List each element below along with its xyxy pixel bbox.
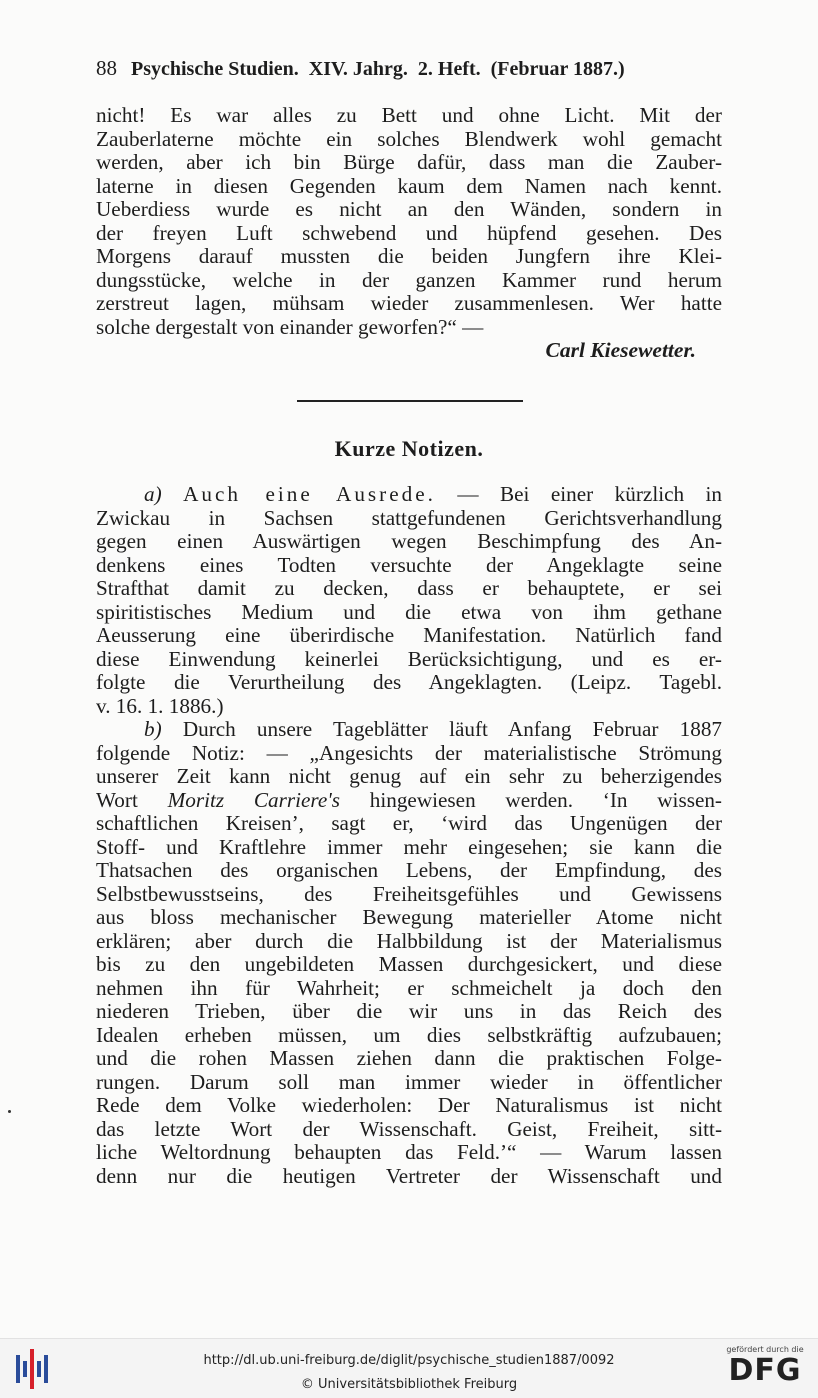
item-a-first-line-text: — Bei einer kürzlich in: [457, 482, 723, 506]
text-line: Strafthat damit zu decken, dass er behauptete, er sei: [96, 576, 722, 600]
author-name: Moritz Carriere's: [167, 787, 340, 812]
text-line-with-name: [96, 789, 722, 813]
dfg-funding-text: gefördert durch die: [726, 1345, 804, 1354]
item-a-title: Auch eine Ausrede.: [183, 482, 436, 506]
text-line: folgende Notiz: — „Angesichts der materialistische Strömung: [96, 740, 722, 765]
text-line: solche dergestalt von einander geworfen?“ —: [96, 314, 484, 339]
dfg-logo: [722, 1345, 808, 1393]
section-title: Kurze Notizen.: [334, 436, 484, 461]
text-line: unserer Zeit kann nicht genug auf ein sehr zu beherzigendes: [96, 764, 722, 788]
text-line: diese Einwendung keinerlei Berücksichtigung, und es er-: [96, 646, 722, 671]
text-line: Thatsachen des organischen Lebens, der Empfindung, des: [96, 858, 722, 882]
item-a-first-line: [96, 483, 722, 507]
text-line: Idealen erheben müssen, um dies selbstkräftig aufzubauen;: [96, 1022, 722, 1047]
section-divider: [297, 400, 523, 402]
text-line: v. 16. 1. 1886.): [96, 693, 224, 718]
text-line: niederen Trieben, über die wir uns in das Reich des: [96, 999, 722, 1023]
text-line: dungsstücke, welche in der ganzen Kammer rund herum: [96, 267, 722, 292]
text-line: Zwickau in Sachsen stattgefundenen Gerichtsverhandlung: [96, 505, 722, 530]
text-fragment: hingewiesen werden. ‘In wissen-: [369, 787, 722, 812]
text-line: denn nur die heutigen Vertreter der Wissenschaft und: [96, 1163, 722, 1188]
text-line: Aeusserung eine überirdische Manifestation. Natürlich fand: [96, 623, 722, 647]
signature: Carl Kiesewetter.: [545, 338, 696, 362]
text-line: liche Weltordnung behaupten das Feld.’“ — Warum lassen: [96, 1140, 722, 1164]
top-paragraph: [96, 104, 722, 367]
text-line: spiritistisches Medium und die etwa von ihm gethane: [96, 599, 722, 624]
text-line: Rede dem Volke wiederholen: Der Naturalismus ist nicht: [96, 1093, 722, 1117]
text-line: Ueberdiess wurde es nicht an den Wänden, sondern in: [96, 197, 722, 221]
text-line: bis zu den ungebildeten Massen durchgesickert, und diese: [96, 952, 722, 976]
text-fragment: Wort: [96, 787, 138, 812]
text-line: nehmen ihn für Wahrheit; er schmeichelt ja doch den: [96, 975, 722, 1000]
text-line: schaftlichen Kreisen’, sagt er, ‘wird das Ungenügen der: [96, 811, 722, 835]
item-b-first-line-text: Durch unsere Tageblätter läuft Anfang Februar 1887: [182, 717, 723, 741]
footer-bar: [0, 1338, 818, 1398]
running-header: [96, 56, 722, 84]
item-b-first-line: [96, 718, 722, 742]
text-line: zerstreut lagen, mühsam wieder zusammenlesen. Wer hatte: [96, 291, 722, 315]
text-line: denkens eines Todten versuchte der Angeklagte seine: [96, 552, 722, 577]
text-line: gegen einen Auswärtigen wegen Beschimpfung des An-: [96, 529, 722, 553]
text-line: Zauberlaterne möchte ein solches Blendwerk wohl gemacht: [96, 126, 722, 151]
item-a-marker: a): [144, 482, 162, 506]
text-line: werden, aber ich bin Bürge dafür, dass man die Zauber-: [96, 150, 722, 174]
text-line: das letzte Wort der Wissenschaft. Geist, Freiheit, sitt-: [96, 1116, 722, 1141]
item-a: [96, 483, 722, 718]
page-number: 88: [96, 56, 117, 80]
text-line: laterne in diesen Gegenden kaum dem Namen nach kennt.: [96, 173, 722, 198]
text-line: und die rohen Massen ziehen dann die praktischen Folge-: [96, 1046, 722, 1070]
text-line: rungen. Darum soll man immer wieder in öffentlicher: [96, 1069, 722, 1094]
source-url-link[interactable]: http://dl.ub.uni-freiburg.de/diglit/psychische_studien1887/0092: [203, 1353, 615, 1368]
text-line: Stoff- und Kraftlehre immer mehr eingesehen; sie kann die: [96, 834, 722, 859]
text-line: erklären; aber durch die Halbbildung ist der Materialismus: [96, 928, 722, 953]
text-line: Morgens darauf mussten die beiden Jungfern ihre Klei-: [96, 244, 722, 268]
text-line: Selbstbewusstseins, des Freiheitsgefühles und Gewissens: [96, 881, 722, 906]
text-line: der freyen Luft schwebend und hüpfend gesehen. Des: [96, 220, 722, 245]
text-line: folgte die Verurtheilung des Angeklagten. (Leipz. Tagebl.: [96, 670, 722, 694]
copyright-notice: © Universitätsbibliothek Freiburg: [300, 1377, 518, 1392]
item-b: [96, 718, 722, 1188]
dfg-wordmark: DFG: [728, 1353, 802, 1388]
running-head-title: Psychische Studien. XIV. Jahrg. 2. Heft. (Februar 1887.): [131, 58, 625, 80]
item-b-marker: b): [144, 717, 162, 741]
scan-speck: [8, 1110, 11, 1113]
text-line: nicht! Es war alles zu Bett und ohne Licht. Mit der: [96, 103, 722, 127]
text-line: aus bloss mechanischer Bewegung materieller Atome nicht: [96, 905, 722, 929]
